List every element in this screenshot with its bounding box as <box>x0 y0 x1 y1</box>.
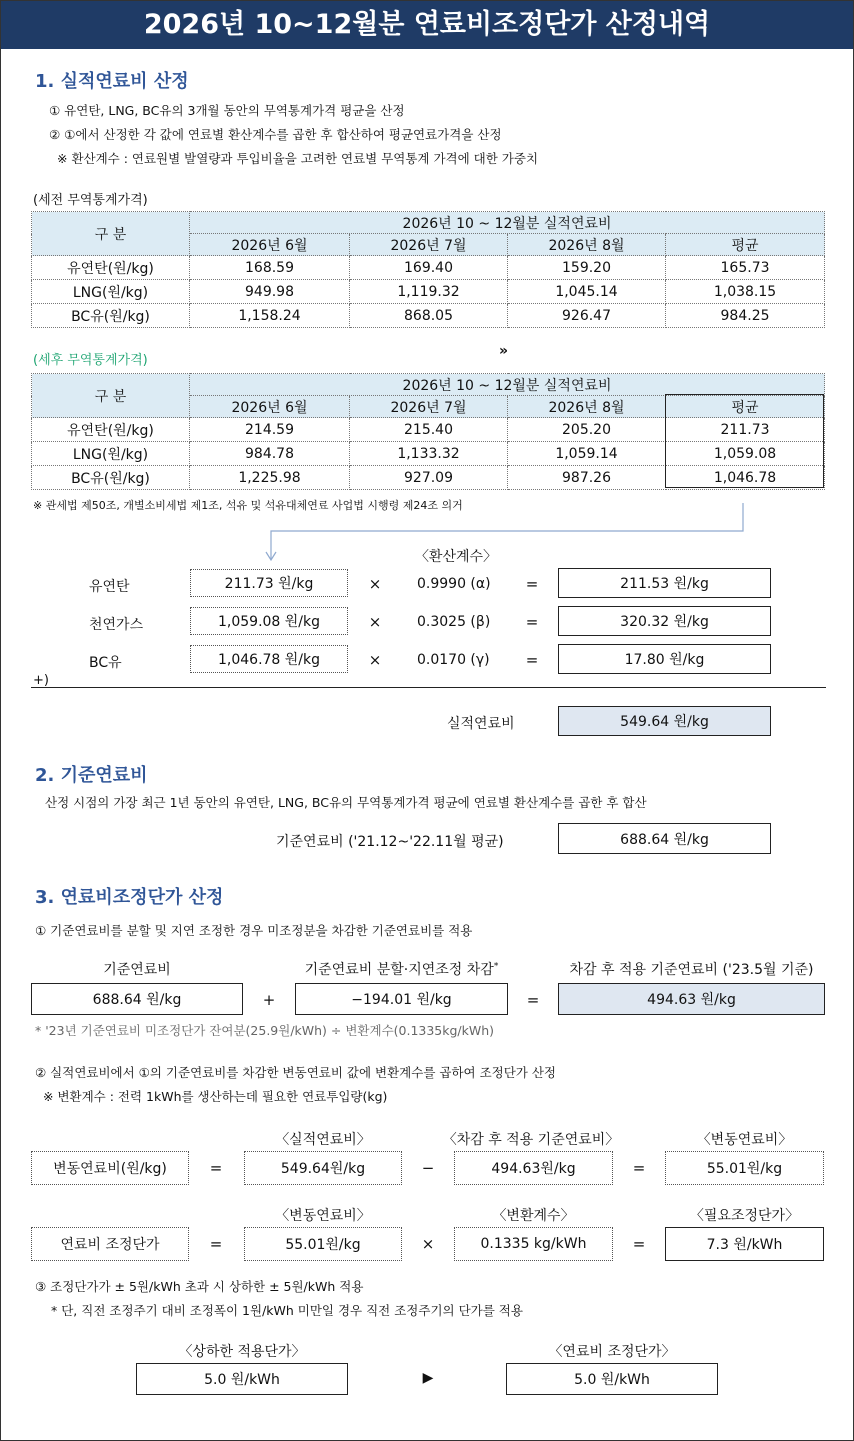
calc-label: 유연탄 <box>89 579 130 595</box>
cell: 987.26 <box>508 466 666 490</box>
s3-note-2b: ※ 변환계수 : 전력 1kWh를 생산하는데 필요한 연료투입량(kg) <box>43 1089 388 1104</box>
calc-label: BC유 <box>89 655 122 671</box>
cell: 984.78 <box>190 442 350 466</box>
sum-divider <box>31 687 826 688</box>
total-label: 실적연료비 <box>447 716 515 732</box>
equals-sign: = <box>525 613 539 631</box>
row1-h3: 〈변동연료비〉 <box>696 1132 793 1148</box>
coef-header: 〈환산계수〉 <box>414 549 498 565</box>
calc-result: 211.53 원/kg <box>558 568 771 598</box>
final-rate-value: 5.0 원/kWh <box>506 1363 718 1395</box>
equals-sign: = <box>632 1159 646 1177</box>
s3-note-2: ② 실적연료비에서 ①의 기준연료비를 차감한 변동연료비 값에 변환계수를 곱하여 조정단가 산정 <box>35 1065 556 1080</box>
equals-sign: = <box>632 1235 646 1253</box>
s3-note-3b: * 단, 직전 조정주기 대비 조정폭이 1원/kWh 미만일 경우 직전 조정주기의 단가를 적용 <box>51 1303 523 1318</box>
multiply-sign: × <box>368 575 382 593</box>
required-adjustment-value: 7.3 원/kWh <box>665 1227 824 1261</box>
table-row <box>32 418 825 442</box>
cell: 1,158.24 <box>190 304 350 328</box>
multiply-sign: × <box>368 651 382 669</box>
footnote-star: * <box>493 961 499 972</box>
s1-note-2: ② ①에서 산정한 각 값에 연료별 환산계수를 곱한 후 합산하여 평균연료가격을 산정 <box>49 127 502 142</box>
cell: 984.25 <box>666 304 825 328</box>
table-corner: 구 분 <box>32 374 190 418</box>
header-deduct <box>295 959 508 979</box>
calc-result: 320.32 원/kg <box>558 606 771 636</box>
cell: 1,059.08 <box>666 442 825 466</box>
equals-sign: = <box>525 651 539 669</box>
col-header: 2026년 6월 <box>190 396 350 418</box>
col-header: 2026년 6월 <box>190 234 350 256</box>
col-header: 평균 <box>666 396 825 418</box>
cell: 949.98 <box>190 280 350 304</box>
s2-label: 기준연료비 ('21.12~'22.11월 평균) <box>276 834 504 850</box>
final-h1: 〈상하한 적용단가〉 <box>178 1344 306 1360</box>
equals-sign: = <box>209 1235 223 1253</box>
plus-sign: + <box>262 991 276 1009</box>
cell: 169.40 <box>350 256 508 280</box>
calc-result: 17.80 원/kg <box>558 644 771 674</box>
cell: 214.59 <box>190 418 350 442</box>
cell: 1,059.14 <box>508 442 666 466</box>
table-span-header: 2026년 10 ~ 12월분 실적연료비 <box>190 212 825 234</box>
cell: 926.47 <box>508 304 666 328</box>
cell: 1,038.15 <box>666 280 825 304</box>
cell: 1,045.14 <box>508 280 666 304</box>
minus-sign: − <box>421 1159 435 1177</box>
row1-h1: 〈실적연료비〉 <box>275 1132 371 1148</box>
s2-desc: 산정 시점의 가장 최근 1년 동안의 유연탄, LNG, BC유의 무역통계가격 평균에 연료별 환산계수를 곱한 후 합산 <box>45 795 647 810</box>
table-row <box>32 442 825 466</box>
row2-h2: 〈변환계수〉 <box>492 1208 575 1224</box>
connector-arrow-icon <box>261 501 751 565</box>
base-fuel-value: 688.64 원/kg <box>31 983 243 1015</box>
cell: 168.59 <box>190 256 350 280</box>
cell: 1,046.78 <box>666 466 825 490</box>
equals-sign: = <box>526 991 540 1009</box>
s3-note-1: ① 기준연료비를 분할 및 지연 조정한 경우 미조정분을 차감한 기준연료비를 적용 <box>35 923 473 938</box>
table-row <box>32 280 825 304</box>
deduct-value: −194.01 원/kg <box>295 983 508 1015</box>
cell: 211.73 <box>666 418 825 442</box>
arrow-right-icon: ▶ <box>422 1370 434 1386</box>
table2-label: (세후 무역통계가격) <box>33 353 148 368</box>
pretax-price-table <box>31 211 825 328</box>
row2-v1: 55.01원/kg <box>244 1227 402 1261</box>
row-label: BC유(원/kg) <box>32 466 190 490</box>
down-arrow-icon: » <box>499 343 509 359</box>
calc-price: 1,059.08 원/kg <box>190 607 348 635</box>
row2-v2: 0.1335 kg/kWh <box>454 1227 613 1261</box>
applied-base-value: 494.63 원/kg <box>558 983 825 1015</box>
cell: 868.05 <box>350 304 508 328</box>
calc-price: 1,046.78 원/kg <box>190 645 348 673</box>
col-header: 2026년 8월 <box>508 234 666 256</box>
col-header: 2026년 7월 <box>350 234 508 256</box>
cell: 927.09 <box>350 466 508 490</box>
calc-price: 211.73 원/kg <box>190 569 348 597</box>
s3-note-3: ③ 조정단가가 ± 5원/kWh 초과 시 상하한 ± 5원/kWh 적용 <box>35 1279 364 1294</box>
row2-h3: 〈필요조정단가〉 <box>689 1208 800 1224</box>
section3-heading: 3. 연료비조정단가 산정 <box>35 887 224 908</box>
table-corner: 구 분 <box>32 212 190 256</box>
table-row <box>32 256 825 280</box>
cell: 1,119.32 <box>350 280 508 304</box>
legal-note: ※ 관세법 제50조, 개별소비세법 제1조, 석유 및 석유대체연료 사업법 시행령 제24조 의거 <box>33 499 463 512</box>
cell: 205.20 <box>508 418 666 442</box>
cell: 159.20 <box>508 256 666 280</box>
calc-coef: 0.3025 (β) <box>417 614 491 630</box>
col-header: 2026년 7월 <box>350 396 508 418</box>
row-label: BC유(원/kg) <box>32 304 190 328</box>
calc-coef: 0.0170 (γ) <box>417 652 490 668</box>
plus-sign: +) <box>33 673 49 688</box>
row1-v3: 55.01원/kg <box>665 1151 824 1185</box>
row-label: LNG(원/kg) <box>32 280 190 304</box>
s2-value: 688.64 원/kg <box>558 823 771 854</box>
row-label: 유연탄(원/kg) <box>32 418 190 442</box>
header-base: 기준연료비 <box>103 962 171 978</box>
table1-label: (세전 무역통계가격) <box>33 193 148 208</box>
final-h2: 〈연료비 조정단가〉 <box>548 1344 676 1360</box>
multiply-sign: × <box>421 1235 435 1253</box>
s1-note-3: ※ 환산계수 : 연료원별 발열량과 투입비율을 고려한 연료별 무역통계 가격에 대한 가중치 <box>57 151 539 166</box>
row1-h2: 〈차감 후 적용 기준연료비〉 <box>442 1132 620 1148</box>
cell: 165.73 <box>666 256 825 280</box>
row-label: LNG(원/kg) <box>32 442 190 466</box>
header-applied: 차감 후 적용 기준연료비 ('23.5월 기준) <box>569 962 814 978</box>
table-row <box>32 466 825 490</box>
posttax-price-table <box>31 373 825 490</box>
table-span-header: 2026년 10 ~ 12월분 실적연료비 <box>190 374 825 396</box>
table-row <box>32 304 825 328</box>
col-header: 평균 <box>666 234 825 256</box>
header-deduct-text: 기준연료비 분할·지연조정 차감 <box>304 962 494 978</box>
adjustment-rate-label: 연료비 조정단가 <box>31 1227 189 1261</box>
equals-sign: = <box>209 1159 223 1177</box>
calc-label: 천연가스 <box>89 617 144 633</box>
section1-heading: 1. 실적연료비 산정 <box>35 71 189 92</box>
section2-heading: 2. 기준연료비 <box>35 765 148 786</box>
row2-h1: 〈변동연료비〉 <box>275 1208 371 1224</box>
calc-coef: 0.9990 (α) <box>417 576 491 592</box>
cell: 1,133.32 <box>350 442 508 466</box>
row1-v1: 549.64원/kg <box>244 1151 402 1185</box>
s3-footnote: * '23년 기준연료비 미조정단가 잔여분(25.9원/kWh) ÷ 변환계수(0.1335kg/kWh) <box>35 1023 495 1038</box>
row1-v2: 494.63원/kg <box>454 1151 613 1185</box>
total-value: 549.64 원/kg <box>558 706 771 736</box>
multiply-sign: × <box>368 613 382 631</box>
page-title: 2026년 10~12월분 연료비조정단가 산정내역 <box>1 1 853 49</box>
cell: 1,225.98 <box>190 466 350 490</box>
cell: 215.40 <box>350 418 508 442</box>
col-header: 2026년 8월 <box>508 396 666 418</box>
capped-rate-value: 5.0 원/kWh <box>136 1363 348 1395</box>
s1-note-1: ① 유연탄, LNG, BC유의 3개월 동안의 무역통계가격 평균을 산정 <box>49 103 405 118</box>
equals-sign: = <box>525 575 539 593</box>
row-label: 유연탄(원/kg) <box>32 256 190 280</box>
variable-fuel-label: 변동연료비(원/kg) <box>31 1151 189 1185</box>
